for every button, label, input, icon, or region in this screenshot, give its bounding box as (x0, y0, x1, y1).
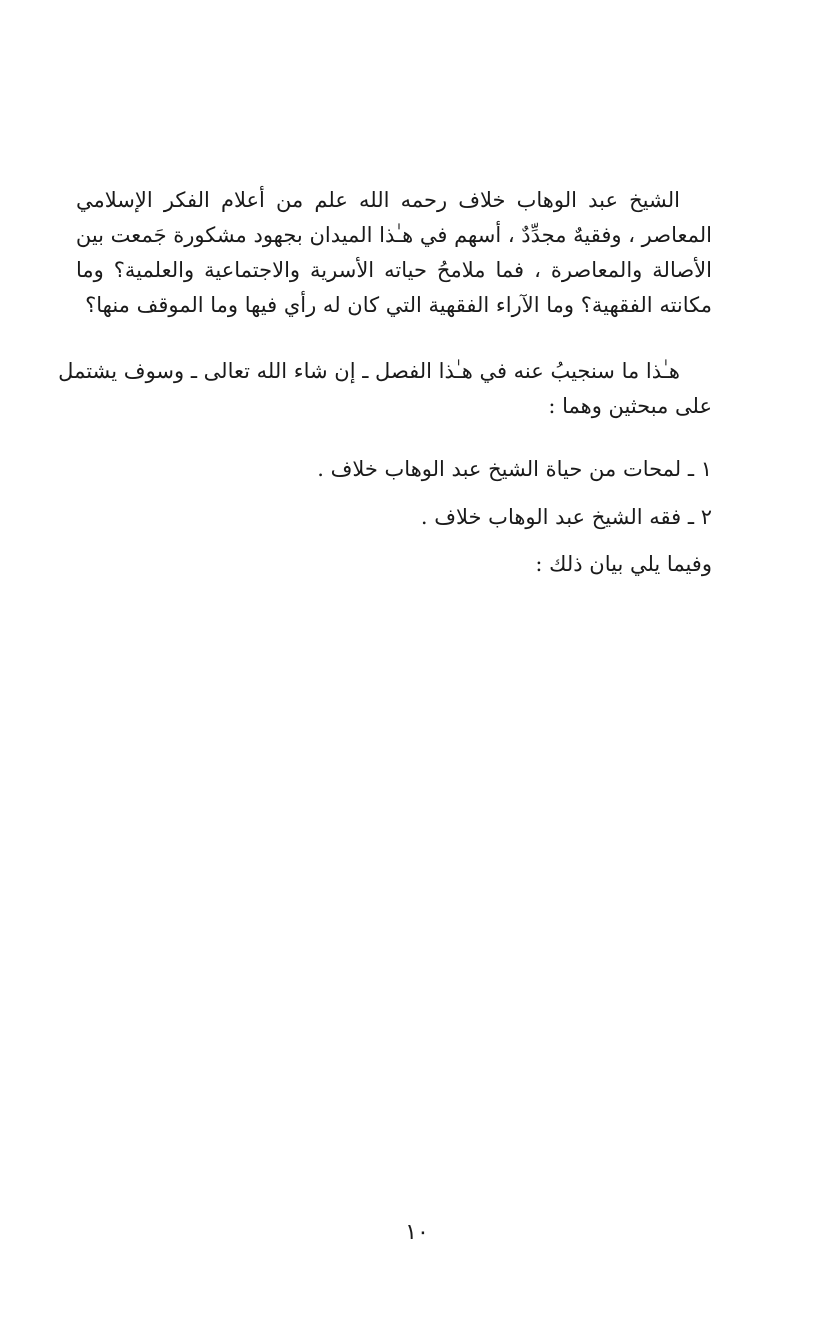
closing-line: وفيما يلي بيان ذلك : (535, 552, 712, 576)
list-item: ٢ ـ فقه الشيخ عبد الوهاب خلاف . (420, 505, 712, 529)
paragraph-line: الشيخ عبد الوهاب خلاف رحمه الله علم من أعلام الفكر الإسلامي (76, 188, 680, 212)
paragraph-intro (76, 183, 712, 323)
paragraph-line: مكانته الفقهية؟ وما الآراء الفقهية التي كان له رأي فيها وما الموقف منها؟ (85, 293, 712, 317)
paragraph-line: الأصالة والمعاصرة ، فما ملامحُ حياته الأسرية والاجتماعية والعلمية؟ وما (76, 258, 712, 282)
paragraph-outline (58, 354, 712, 424)
paragraph-line: المعاصر ، وفقيهٌ مجدِّدٌ ، أسهم في هـٰذا الميدان بجهود مشكورة جَمعت بين (75, 223, 712, 247)
paragraph-line: على مبحثين وهما : (548, 394, 712, 418)
paragraph-line: هـٰذا ما سنجيبُ عنه في هـٰذا الفصل ـ إن شاء الله تعالى ـ وسوف يشتمل (58, 359, 680, 383)
list-item: ١ ـ لمحات من حياة الشيخ عبد الوهاب خلاف . (317, 457, 712, 481)
page-number: ١٠ (405, 1220, 429, 1245)
